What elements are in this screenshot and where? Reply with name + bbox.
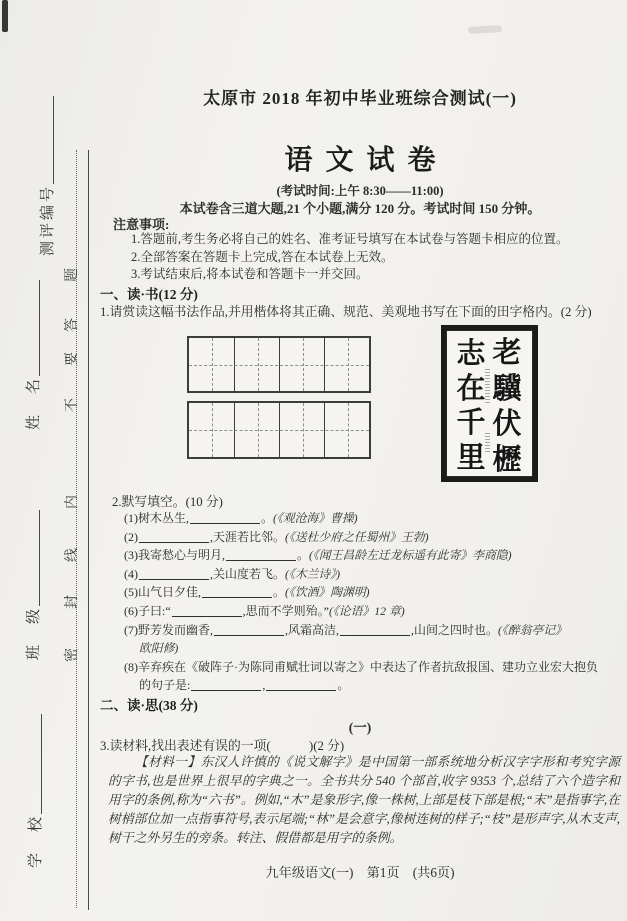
question-3-text: 3.读材料,找出表述有误的一项( )(2 分) <box>100 739 345 753</box>
class-input-line[interactable] <box>24 510 40 606</box>
item-text: , <box>262 678 266 693</box>
seal-warning-char: 不 <box>65 398 80 412</box>
field-class-label: 班 级 <box>26 605 42 660</box>
citation: (《闻王昌龄左迁龙标遥有此寄》李商隐) <box>309 548 512 563</box>
field-class <box>22 510 43 660</box>
field-exam-number-label: 测评编号 <box>40 183 56 256</box>
seal-warning-char: 要 <box>65 352 80 366</box>
notes-item: 2.全部答案在答题卡上完成,答在本试卷上无效。 <box>131 249 394 264</box>
tianzi-grid-cell[interactable] <box>279 338 325 391</box>
citation: (《醉翁亭记》 <box>498 622 567 637</box>
item-text: ,风霜高洁, <box>285 622 340 637</box>
exam-title: 太原市 2018 年初中毕业班综合测试(一) <box>203 89 517 108</box>
field-student-name-label: 姓 名 <box>26 375 42 430</box>
blank-fill-item <box>124 565 624 584</box>
item-text: (5)山气日夕佳, <box>124 585 201 600</box>
tianzi-grid-cell[interactable] <box>189 338 234 391</box>
tianzi-grid-cell[interactable] <box>189 403 234 457</box>
tianzi-grid-cell[interactable] <box>234 403 280 457</box>
blank-fill-item <box>124 583 624 602</box>
field-student-name <box>22 280 43 430</box>
exam-number-input-line[interactable] <box>38 96 54 184</box>
calligraphy-char: 老 <box>492 335 522 369</box>
subject-title: 语文试卷 <box>284 145 449 176</box>
blank-fill-item <box>124 546 624 565</box>
item-text: 。 <box>273 585 286 600</box>
seal-warning-char: 线 <box>65 548 80 562</box>
item-text: ,关山度若飞。 <box>210 566 286 581</box>
calligraphy-column-left <box>454 336 488 474</box>
item-text: 。 <box>261 511 274 525</box>
seal-dotted-line <box>76 150 77 908</box>
exam-info-line: 本试卷含三道大题,21 个小题,满分 120 分。考试时间 150 分钟。 <box>179 201 541 216</box>
answer-blank[interactable] <box>214 623 284 636</box>
item-text: (2) <box>124 529 138 544</box>
section-two-heading: 二、读·思(38 分) <box>100 698 198 713</box>
citation: (《观沧海》曹操) <box>273 511 358 525</box>
material-one-paragraph: 【材料一】东汉人许慎的《说文解字》是中国第一部系统地分析汉字字形和考究字源的字书,也是世界上很早的字典之一。全书共分 540 个部首,收字 9353 个,总结了六个造字和用字的条例,称为“六书”。例如,“木”是象形字,像一株树,上部是枝下部是根;“末”是指事字,在树梢部位加一点指事符号,表示尾端;“林”是会意字,像树连树的样子;“枝”是形声字,从木支声,树干之外另生的旁条。转注、假借都是用字的条例。 <box>108 755 620 845</box>
item-text: (7)野芳发而幽香, <box>124 622 213 637</box>
citation: (《木兰诗》) <box>285 566 341 581</box>
section-one-heading: 一、读·书(12 分) <box>100 287 198 302</box>
answer-blank[interactable] <box>172 604 242 617</box>
answer-blank[interactable] <box>266 678 336 691</box>
blank-fill-item <box>124 621 624 658</box>
blank-fill-item <box>124 602 624 621</box>
item-text: 。 <box>297 548 310 563</box>
calligraphy-char: 驥 <box>492 370 522 405</box>
seal-warning-char: 答 <box>65 318 80 332</box>
calligraphy-char: 里 <box>456 439 486 474</box>
seal-fold-line <box>88 150 89 910</box>
artist-seal-stamp <box>485 433 490 452</box>
item-text: 。 <box>337 678 350 693</box>
answer-blank[interactable] <box>190 511 260 524</box>
question-2-items <box>124 509 624 695</box>
field-school-label: 学 校 <box>28 813 44 868</box>
tianzi-grid-cell[interactable] <box>234 338 280 391</box>
answer-blank[interactable] <box>139 567 209 580</box>
item-text: (8)辛弃疾在《破阵子·为陈同甫赋壮词以寄之》中表达了作者抗敌报国、建功立业宏大抱负 <box>124 659 598 674</box>
item-text: (1)树木丛生, <box>124 511 189 525</box>
calligraphy-column-right <box>490 335 524 477</box>
seal-warning-char: 题 <box>65 268 80 282</box>
blank-fill-item <box>124 509 624 528</box>
tianzi-grid-cell[interactable] <box>324 338 370 391</box>
question-2-heading: 2.默写填空。(10 分) <box>112 495 223 509</box>
notes-list <box>131 231 611 284</box>
item-text: (4) <box>124 566 138 581</box>
blank-fill-item <box>124 658 624 695</box>
exam-time-line: (考试时间:上午 8:30——11:00) <box>276 184 444 198</box>
calligraphy-char: 櫪 <box>492 441 522 476</box>
item-text: ,山间之四时也。 <box>411 622 499 637</box>
item-text: ,思而不学则殆。” <box>242 603 329 618</box>
answer-blank[interactable] <box>226 548 296 561</box>
page-footer: 九年级语文(一) 第1页 (共6页) <box>265 865 455 880</box>
school-input-line[interactable] <box>26 714 42 814</box>
seal-warning-char: 封 <box>65 595 80 609</box>
notes-item: 3.考试结束后,将本试卷和答题卡一并交回。 <box>131 267 369 282</box>
citation: 欧阳修) <box>139 641 179 656</box>
tianzi-grid-cell[interactable] <box>279 403 325 457</box>
notes-heading: 注意事项: <box>113 217 170 232</box>
calligraphy-plaque <box>441 325 538 482</box>
notes-item: 1.答题前,考生务必将自己的姓名、准考证号填写在本试卷与答题卡相应的位置。 <box>131 232 569 246</box>
tianzi-grid-row <box>187 336 371 393</box>
item-text: (3)我寄愁心与明月, <box>124 548 225 563</box>
citation: (《论语》12 章) <box>328 603 405 618</box>
citation: (《饮酒》陶渊明) <box>285 585 370 600</box>
calligraphy-char: 志 <box>456 336 486 370</box>
seal-warning-char: 内 <box>65 495 80 509</box>
calligraphy-char: 在 <box>456 370 486 405</box>
student-name-input-line[interactable] <box>24 280 40 376</box>
tianzi-grid-row <box>187 401 371 459</box>
citation: (《送杜少府之任蜀州》王勃) <box>285 529 429 544</box>
answer-blank[interactable] <box>340 623 410 636</box>
question-1-text: 1.请赏读这幅书法作品,并用楷体将其正确、规范、美观地书写在下面的田字格内。(2 分) <box>100 305 592 319</box>
blank-fill-item <box>124 528 624 547</box>
field-school <box>24 714 45 868</box>
seal-warning-char: 密 <box>65 648 80 662</box>
answer-blank[interactable] <box>139 530 209 543</box>
item-text: (6)子曰:“ <box>124 603 171 618</box>
item-text: ,天涯若比邻。 <box>210 529 286 544</box>
answer-blank[interactable] <box>202 585 272 598</box>
item-text: 的句子是: <box>139 678 191 693</box>
field-exam-number <box>36 96 57 256</box>
answer-blank[interactable] <box>191 678 261 691</box>
artist-seal-stamp <box>485 369 490 405</box>
scan-artifact-corner <box>2 0 8 32</box>
calligraphy-plaque-inner <box>446 330 533 477</box>
calligraphy-char: 千 <box>456 405 486 439</box>
scan-artifact-smudge <box>468 25 502 34</box>
tianzi-grid-cell[interactable] <box>324 403 370 457</box>
part-one-label: (一) <box>348 720 372 735</box>
calligraphy-char: 伏 <box>492 406 522 440</box>
